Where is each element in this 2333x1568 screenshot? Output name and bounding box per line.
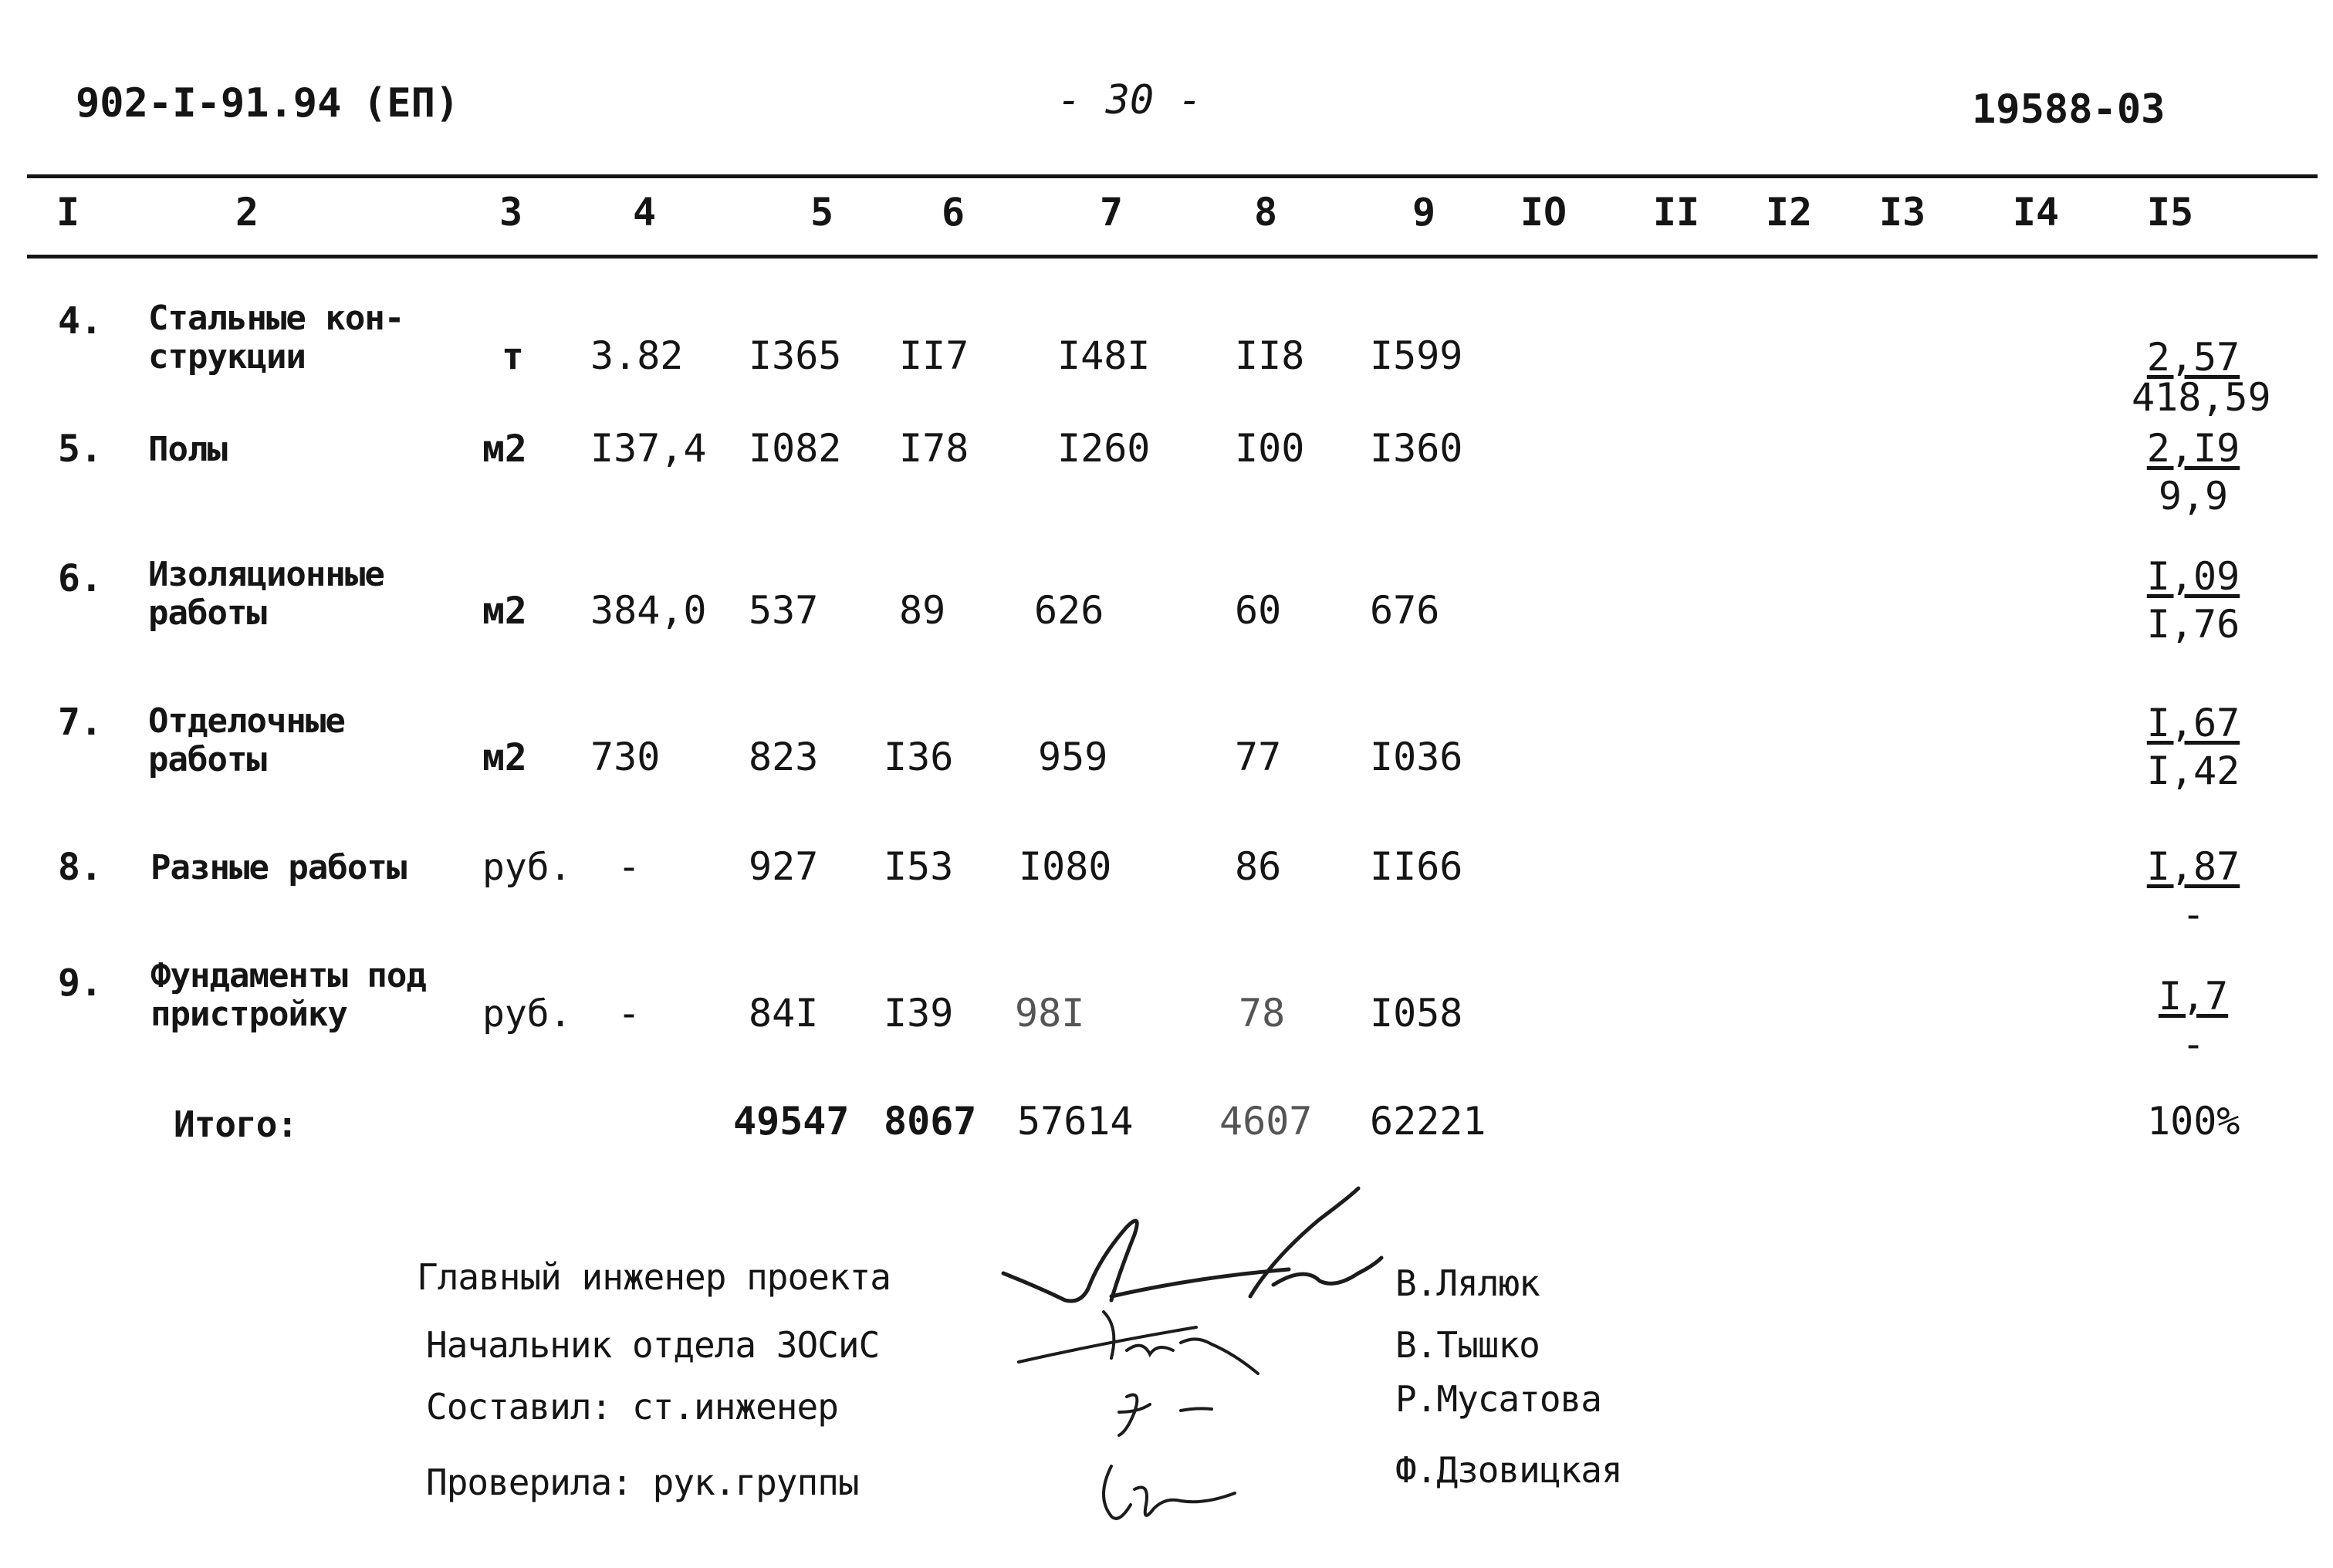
column-number: I <box>56 190 80 235</box>
column-number: I5 <box>2146 190 2194 235</box>
page-number: - 30 - <box>1057 77 1202 123</box>
row-unit: т <box>502 335 524 378</box>
fraction-bottom: - <box>2181 1022 2206 1066</box>
cell-col6: I36 <box>884 735 954 779</box>
column-number: I2 <box>1765 190 1813 235</box>
cell-col9: II66 <box>1370 844 1463 889</box>
signature-role: Начальник отдела ЗОСиС <box>426 1324 880 1366</box>
row-unit: м2 <box>482 736 527 779</box>
cell-col5: I365 <box>749 333 842 378</box>
row-name-line: пристройку <box>150 995 347 1034</box>
column-number: 2 <box>235 190 259 235</box>
cell-col6: II7 <box>899 333 969 378</box>
cell-col9: I058 <box>1370 991 1463 1036</box>
cell-col15 <box>2132 335 2271 420</box>
row-name-line: работы <box>148 593 266 633</box>
cell-col8: II8 <box>1235 333 1305 378</box>
fraction-bottom: 418,59 <box>2132 375 2271 420</box>
fraction-top: I,09 <box>2146 554 2240 599</box>
signature-name: В.Тышко <box>1395 1324 1540 1366</box>
column-number: I4 <box>2012 190 2060 235</box>
row-number: 6. <box>58 557 103 600</box>
row-number: 4. <box>58 299 103 343</box>
fraction-bottom: 9,9 <box>2158 474 2229 519</box>
fraction-top: I,67 <box>2146 701 2240 745</box>
fraction-top: 2,I9 <box>2146 426 2240 471</box>
cell-col4: - <box>617 844 641 889</box>
cell-col7: 959 <box>1038 735 1108 779</box>
cell-col8: 60 <box>1235 588 1282 633</box>
row-number: 5. <box>58 427 103 471</box>
cell-col9: I360 <box>1370 426 1463 471</box>
cell-col15 <box>2132 701 2255 793</box>
column-number: 4 <box>632 190 657 235</box>
cell-col5: I082 <box>749 426 842 471</box>
column-number: 7 <box>1099 190 1124 235</box>
cell-col6: I78 <box>899 426 969 471</box>
row-number: 8. <box>58 846 103 889</box>
column-number: 9 <box>1412 190 1436 235</box>
cell-col8: 77 <box>1235 735 1282 779</box>
fraction-bottom: I,42 <box>2146 749 2240 793</box>
column-number: II <box>1652 190 1700 235</box>
fraction-bottom: - <box>2181 892 2206 937</box>
document-code: 902-I-91.94 <box>76 80 342 127</box>
signature-name: Ф.Дзовицкая <box>1395 1449 1622 1491</box>
signature-role: Проверила: рук.группы <box>426 1462 859 1503</box>
row-unit: м2 <box>482 590 527 633</box>
row-name-line: Отделочные <box>148 701 345 741</box>
cell-col5: 537 <box>749 588 819 633</box>
fraction-top: 2,57 <box>2146 335 2240 380</box>
document-suffix: (ЕП) <box>363 80 460 127</box>
signature-role: Главный инженер проекта <box>417 1256 891 1298</box>
cell-col9: 676 <box>1370 588 1440 633</box>
inventory-number: 19588-03 <box>1972 86 2166 133</box>
total-col9: 62221 <box>1370 1099 1486 1144</box>
row-name-line: Изоляционные <box>148 555 384 594</box>
column-number: 8 <box>1253 190 1278 235</box>
signature-name: Р.Мусатова <box>1395 1378 1601 1420</box>
cell-col9: I599 <box>1370 333 1463 378</box>
total-label: Итого: <box>174 1103 298 1145</box>
signature-name: В.Лялюк <box>1395 1262 1540 1304</box>
cell-col4: 3.82 <box>590 333 684 378</box>
fraction-top: I,7 <box>2158 974 2229 1019</box>
row-unit: м2 <box>482 427 527 471</box>
cell-col8: 86 <box>1235 844 1282 889</box>
total-col5: 49547 <box>733 1099 850 1144</box>
cell-col8: I00 <box>1235 426 1305 471</box>
row-name-line: Фундаменты под <box>150 956 426 995</box>
column-number: 6 <box>941 190 965 235</box>
cell-col15 <box>2132 554 2255 647</box>
signature-checker <box>1088 1451 1266 1536</box>
cell-col6: 89 <box>899 588 946 633</box>
cell-col7: I48I <box>1057 333 1151 378</box>
cell-col4: - <box>617 991 641 1036</box>
total-col8: 4607 <box>1219 1099 1313 1144</box>
cell-col7: I080 <box>1019 844 1112 889</box>
cell-col5: 84I <box>749 991 819 1036</box>
row-name-line: Полы <box>148 430 227 469</box>
cell-col8: 78 <box>1239 991 1286 1036</box>
row-number: 7. <box>58 701 103 744</box>
cell-col4: 384,0 <box>590 588 707 633</box>
cell-col5: 927 <box>749 844 819 889</box>
row-name-line: работы <box>148 740 266 779</box>
row-name-line: струкции <box>148 337 306 377</box>
total-col6: 8067 <box>884 1099 977 1144</box>
top-rule <box>27 174 2318 178</box>
row-unit: руб. <box>482 846 572 889</box>
fraction-bottom: I,76 <box>2146 602 2240 647</box>
cell-col6: I53 <box>884 844 954 889</box>
total-col15: 100% <box>2147 1099 2240 1144</box>
column-number: I3 <box>1878 190 1926 235</box>
column-number: 3 <box>499 190 523 235</box>
cell-col9: I036 <box>1370 735 1463 779</box>
cell-col5: 823 <box>749 735 819 779</box>
cell-col15 <box>2132 426 2255 519</box>
cell-col7: I260 <box>1057 426 1151 471</box>
cell-col7: 98I <box>1015 991 1085 1036</box>
signature-compiler <box>1096 1374 1250 1451</box>
cell-col15 <box>2132 974 2255 1066</box>
cell-col4: 730 <box>590 735 661 779</box>
column-number: IO <box>1520 190 1567 235</box>
fraction-top: I,87 <box>2146 844 2240 889</box>
cell-col4: I37,4 <box>590 426 707 471</box>
row-unit: руб. <box>482 992 572 1036</box>
row-number: 9. <box>58 961 103 1005</box>
cell-col15 <box>2132 844 2255 937</box>
total-col7: 57614 <box>1017 1099 1134 1144</box>
header-bottom-rule <box>27 255 2318 259</box>
row-name-line: Стальные кон- <box>148 299 404 338</box>
cell-col6: I39 <box>884 991 954 1036</box>
row-name-line: Разные работы <box>150 848 407 887</box>
cell-col7: 626 <box>1034 588 1104 633</box>
column-number: 5 <box>810 190 834 235</box>
signature-role: Составил: ст.инженер <box>426 1386 838 1428</box>
